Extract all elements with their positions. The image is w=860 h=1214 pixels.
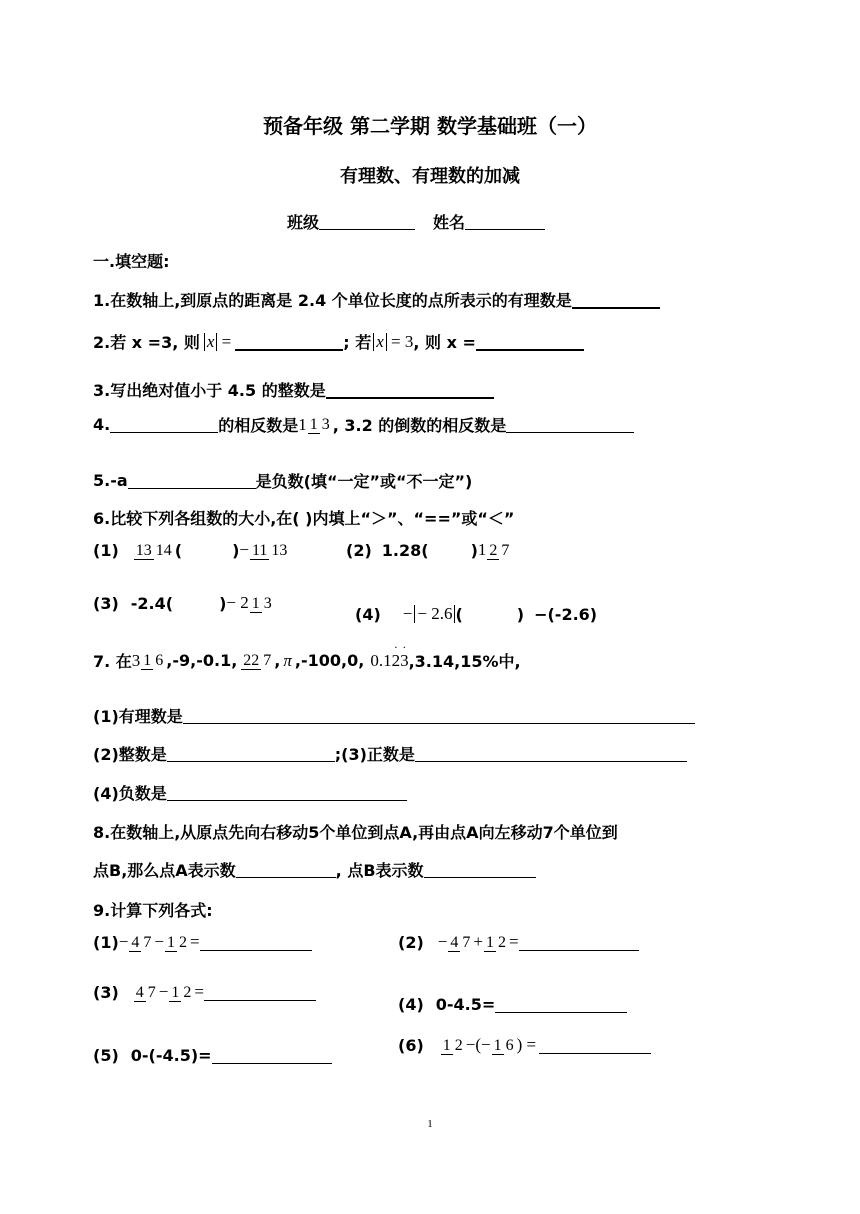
question-3-text: 3.写出绝对值小于 4.5 的整数是: [93, 381, 326, 400]
minus-sign: −: [118, 932, 129, 951]
frac-num: 1: [442, 1036, 451, 1054]
abs-neg-2-6: [414, 604, 455, 624]
paren-close: ): [219, 593, 227, 613]
question-8-line-2: [93, 858, 536, 881]
compare-3-value: -2.4(: [130, 593, 174, 613]
question-6: 6.比较下列各组数的大小,在( )内填上“＞”、“==”或“＜”: [93, 509, 515, 528]
abs-inner: − 2.6: [414, 605, 455, 623]
fraction-4-7: [448, 934, 472, 951]
fraction-1-2: [165, 934, 189, 951]
question-7-2: [93, 742, 687, 765]
question-5-text-b: 是负数(填“一定”或“不一定”): [255, 472, 473, 491]
question-7-1-blank[interactable]: [183, 707, 695, 724]
fraction-1-2: [484, 934, 508, 951]
paren-close: ): [232, 540, 240, 560]
calc-1-label: (1): [93, 932, 119, 952]
fraction-1-2: [169, 984, 193, 1001]
name-label: 姓名: [433, 213, 466, 232]
calc-2-blank[interactable]: [519, 934, 639, 951]
calc-3: [93, 982, 316, 1002]
mixed-whole: 3: [131, 650, 141, 670]
frac-num: 11: [251, 541, 268, 559]
question-8-text-a: 点B,那么点A表示数: [93, 861, 236, 880]
question-1: [93, 288, 660, 311]
question-7-text-a: 7. 在: [93, 652, 132, 671]
calc-1: [93, 932, 312, 952]
frac-num: 13: [135, 541, 152, 559]
frac-num: 4: [135, 983, 144, 1001]
compare-4-rhs: −(-2.6): [534, 604, 598, 624]
calc-1-blank[interactable]: [200, 934, 312, 951]
frac-den: 2: [178, 933, 187, 951]
frac-num: 1: [309, 416, 318, 433]
equals-sign: =: [508, 932, 519, 951]
question-3: [93, 378, 494, 401]
mixed-whole: 1: [477, 540, 487, 559]
question-2: [93, 330, 584, 353]
question-1-blank[interactable]: [572, 291, 660, 309]
fraction-1-3b: [250, 595, 274, 612]
question-8-text-b: , 点B表示数: [335, 861, 424, 880]
question-7-1: [93, 704, 695, 727]
question-4: [93, 413, 634, 436]
page-title: 预备年级 第二学期 数学基础班（一）: [263, 114, 597, 138]
minus-sign: −: [402, 604, 413, 623]
calc-2: [398, 932, 639, 952]
page-number: 1: [427, 1118, 433, 1130]
question-7-1-text: (1)有理数是: [93, 707, 183, 726]
question-7-3-text: ;(3)正数是: [334, 745, 415, 764]
calc-5: [93, 1046, 332, 1065]
question-7-4-text: (4)负数是: [93, 784, 167, 803]
question-9: 9.计算下列各式:: [93, 901, 213, 920]
calc-4-label: (4): [398, 995, 424, 1014]
frac-den: 7: [143, 933, 152, 951]
question-5: [93, 469, 472, 492]
paren-close: ): [470, 540, 478, 560]
equals-sign: =: [189, 932, 200, 951]
calc-4-expr: 0-4.5=: [435, 995, 496, 1014]
calc-5-blank[interactable]: [212, 1047, 332, 1064]
question-4-text-b: , 3.2 的倒数的相反数是: [332, 416, 507, 435]
class-blank[interactable]: [319, 213, 415, 230]
compare-4: [355, 604, 597, 624]
abs-x-eq-3: [373, 332, 413, 352]
fraction-13-14: [134, 542, 174, 559]
minus-sign: −: [239, 540, 249, 559]
name-blank[interactable]: [465, 213, 545, 230]
pi-symbol: π: [283, 650, 292, 670]
minus-two: − 2: [226, 593, 249, 612]
question-2-text-b: ; 若: [343, 333, 372, 352]
compare-3: [93, 593, 275, 613]
frac-den: 14: [155, 541, 172, 559]
calc-6: [398, 1035, 651, 1055]
frac-den: 7: [147, 983, 156, 1001]
compare-2: [346, 540, 512, 560]
frac-num: 1: [166, 933, 175, 951]
compare-1-label: (1): [93, 540, 119, 560]
question-5-blank[interactable]: [128, 472, 256, 489]
calc-3-blank[interactable]: [204, 984, 316, 1001]
fraction-1-3: [308, 416, 332, 433]
calc-5-expr: 0-(-4.5)=: [130, 1046, 212, 1065]
frac-den: 7: [501, 541, 510, 559]
frac-den: 3: [321, 416, 330, 433]
calc-6-blank[interactable]: [539, 1037, 651, 1054]
question-2-text-d: , 则 x =: [413, 333, 476, 352]
fraction-11-13: [250, 542, 289, 559]
frac-num: 4: [131, 933, 140, 951]
operator: −(−: [465, 1035, 491, 1054]
compare-1: [93, 540, 290, 560]
question-5-text-a: 5.-a: [93, 471, 128, 490]
compare-2-value: 1.28(: [381, 540, 429, 560]
abs-x-expr: [204, 332, 231, 352]
class-label: 班级: [287, 213, 320, 232]
operator: −: [158, 982, 169, 1001]
calc-4: [398, 995, 627, 1014]
question-2-blank-2[interactable]: [476, 333, 584, 351]
rep-part-c: · 3: [400, 651, 409, 670]
question-7-4: [93, 781, 407, 804]
rep-part-a: 0.1: [370, 650, 392, 670]
question-7: [93, 649, 521, 672]
question-7-text-b: ,-9,-0.1,: [166, 651, 238, 670]
frac-num: 1: [251, 594, 260, 612]
calc-5-label: (5): [93, 1046, 119, 1065]
fraction-22-7: [241, 652, 273, 669]
question-8-blank-a[interactable]: [236, 861, 336, 878]
frac-den: 6: [505, 1036, 514, 1054]
page-subtitle: 有理数、有理数的加减: [340, 166, 520, 187]
calc-3-label: (3): [93, 982, 119, 1002]
question-7-2-text: (2)整数是: [93, 745, 167, 764]
frac-num: 1: [171, 983, 180, 1001]
question-2-blank-1[interactable]: [235, 333, 343, 351]
frac-num: 1: [143, 652, 152, 669]
frac-den: 2: [454, 1036, 463, 1054]
compare-3-label: (3): [93, 593, 119, 613]
frac-num: 1: [485, 933, 494, 951]
question-1-text: 1.在数轴上,到原点的距离是 2.4 个单位长度的点所表示的有理数是: [93, 291, 572, 310]
frac-num: 4: [450, 933, 459, 951]
question-4-number: 4.: [93, 415, 111, 434]
eq-3: = 3: [391, 331, 414, 351]
frac-den: 3: [263, 594, 272, 612]
frac-num: 1: [493, 1036, 502, 1054]
frac-num: 22: [243, 652, 260, 669]
fraction-4-7: [129, 934, 153, 951]
frac-den: 2: [497, 933, 506, 951]
frac-den: 7: [462, 933, 471, 951]
fraction-1-6: [492, 1037, 516, 1054]
abs-x: x: [204, 333, 218, 351]
mixed-whole: 1: [298, 414, 307, 434]
question-4-blank-2[interactable]: [506, 416, 634, 433]
class-name-row: [287, 210, 545, 233]
fraction-4-7: [134, 984, 158, 1001]
equals-sign: =: [221, 331, 232, 351]
question-8-blank-b[interactable]: [424, 861, 536, 878]
operator: +: [473, 932, 483, 951]
question-7-2-blank[interactable]: [167, 745, 335, 762]
repeating-decimal: [370, 651, 408, 671]
fraction-1-2: [441, 1037, 465, 1054]
rep-part-b: · 2: [392, 651, 401, 670]
fraction-1-6: [141, 652, 165, 669]
compare-2-label: (2): [346, 540, 372, 560]
frac-den: 2: [183, 983, 192, 1001]
question-8-line-1: 8.在数轴上,从原点先向右移动5个单位到点A,再由点A向左移动7个单位到: [93, 823, 618, 842]
question-4-text-a: 的相反数是: [218, 416, 299, 435]
calc-6-label: (6): [398, 1035, 424, 1055]
abs-x-2: x: [373, 333, 387, 351]
close-equals: ) =: [516, 1035, 537, 1054]
fraction-2-7: [487, 542, 511, 559]
comma: ,: [274, 651, 281, 670]
question-2-text-a: 2.若 x =3, 则: [93, 333, 200, 352]
question-4-blank-1[interactable]: [110, 416, 218, 433]
section-heading: 一.填空题:: [93, 252, 170, 271]
question-7-4-blank[interactable]: [167, 784, 407, 801]
paren-close: ): [516, 604, 525, 624]
question-7-text-d: ,-100,0,: [294, 651, 365, 670]
question-3-blank[interactable]: [326, 381, 494, 399]
frac-den: 13: [271, 541, 288, 559]
question-7-3-blank[interactable]: [415, 745, 687, 762]
frac-den: 6: [155, 652, 164, 669]
question-7-text-e: ,3.14,15%中,: [408, 652, 521, 671]
minus-sign: −: [437, 932, 448, 951]
paren-open: (: [455, 604, 463, 624]
calc-2-label: (2): [398, 932, 424, 952]
frac-num: 2: [489, 541, 498, 559]
operator: −: [154, 932, 164, 951]
calc-4-blank[interactable]: [495, 996, 627, 1013]
paren-open: (: [174, 540, 183, 560]
compare-4-label: (4): [355, 604, 381, 624]
equals-sign: =: [194, 982, 204, 1001]
frac-den: 7: [263, 652, 272, 669]
